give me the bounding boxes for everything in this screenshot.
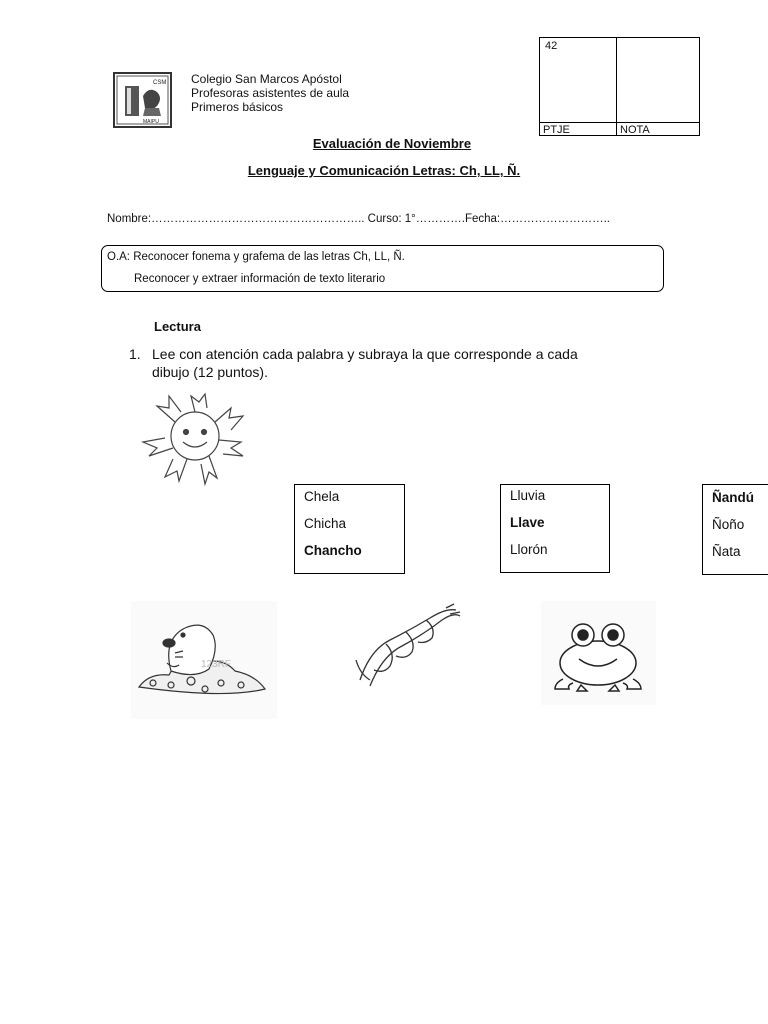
word-option[interactable]: Ñoño: [712, 517, 745, 532]
mole-drawing: [131, 601, 277, 719]
school-logo: [113, 72, 172, 128]
score-box: [539, 37, 700, 136]
logo-text-top: CSM: [153, 80, 167, 86]
word-option[interactable]: Llorón: [510, 542, 548, 557]
word-option[interactable]: Llave: [510, 515, 545, 530]
word-option[interactable]: Chicha: [304, 516, 347, 531]
word-option[interactable]: Ñata: [712, 544, 741, 559]
sun-drawing: [135, 392, 255, 487]
watermark-text: 123RF: [201, 659, 232, 670]
score-divider-vertical: [616, 38, 617, 135]
word-box-n: [702, 484, 768, 575]
school-grade: Primeros básicos: [191, 100, 284, 114]
school-name: Colegio San Marcos Apóstol: [191, 72, 342, 86]
nota-label: NOTA: [620, 124, 650, 136]
student-form-line: Nombre:……………………………………………….. Curso: 1°………….Fecha:………………………..: [107, 213, 610, 225]
word-box-ch: [294, 484, 405, 574]
section-heading: Lectura: [154, 319, 201, 334]
objective-line-1: O.A: Reconocer fonema y grafema de las letras Ch, LL, Ñ.: [107, 251, 405, 263]
page-subtitle: Lenguaje y Comunicación Letras: Ch, LL, Ñ.: [247, 163, 521, 178]
question-text-line-2: dibujo (12 puntos).: [152, 364, 268, 380]
school-staff: Profesoras asistentes de aula: [191, 86, 350, 100]
question-number: 1.: [129, 346, 141, 362]
word-option[interactable]: Chela: [304, 489, 340, 504]
objective-line-2: Reconocer y extraer información de texto literario: [134, 273, 386, 285]
ptje-label: PTJE: [543, 124, 570, 136]
score-value: 42: [545, 40, 558, 52]
word-option[interactable]: Chancho: [304, 543, 362, 558]
word-option[interactable]: Lluvia: [510, 488, 546, 503]
word-box-ll: [500, 484, 610, 573]
word-option[interactable]: Ñandú: [712, 490, 754, 505]
objectives-box: [101, 245, 664, 292]
braid-drawing: [350, 600, 464, 690]
question-text-line-1: Lee con atención cada palabra y subraya la que corresponde a cada: [152, 346, 578, 362]
score-divider-horizontal: [540, 122, 699, 123]
frog-drawing: [541, 601, 656, 705]
logo-text-bottom: MAIPU: [143, 119, 159, 125]
page-title: Evaluación de Noviembre: [312, 136, 472, 151]
